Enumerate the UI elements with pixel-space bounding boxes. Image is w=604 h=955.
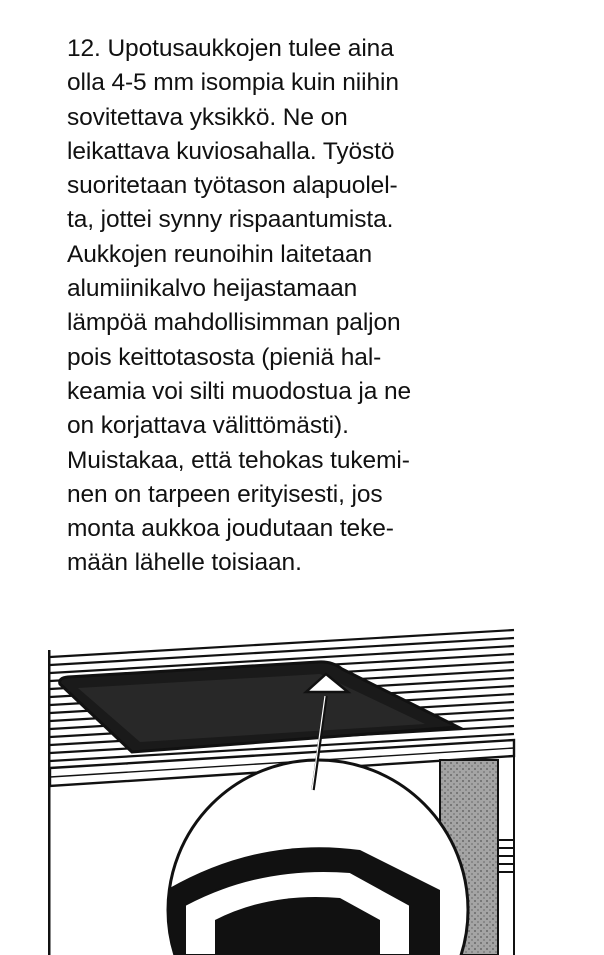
text-line: on korjattava välittömästi).	[67, 412, 349, 440]
text-line: pois keittotasosta (pieniä hal-	[67, 343, 382, 371]
text-line: sovitettava yksikkö. Ne on	[67, 103, 348, 131]
frame-left-edge	[48, 650, 51, 955]
text-line: ta, jottei synny rispaantumista.	[67, 206, 394, 234]
instruction-text	[67, 32, 587, 581]
text-line: keamia voi silti muodostua ja ne	[67, 377, 412, 405]
countertop-cutout-illustration	[0, 600, 604, 955]
text-line: nen on tarpeen erityisesti, jos	[67, 480, 383, 508]
text-line: mään lähelle toisiaan.	[67, 549, 302, 577]
text-line: olla 4-5 mm isompia kuin niihin	[67, 69, 399, 97]
text-line: monta aukkoa joudutaan teke-	[67, 515, 394, 543]
text-line: leikattava kuviosahalla. Työstö	[67, 137, 395, 165]
text-line: 12. Upotusaukkojen tulee aina	[67, 35, 394, 62]
text-line: lämpöä mahdollisimman paljon	[67, 309, 401, 337]
magnifier-circle	[150, 760, 468, 955]
text-line: alumiinikalvo heijastamaan	[67, 275, 358, 303]
text-line: Aukkojen reunoihin laitetaan	[67, 240, 373, 268]
text-line: Muistakaa, että tehokas tukemi-	[67, 446, 410, 474]
text-line: suoritetaan työtason alapuolel-	[67, 172, 398, 200]
